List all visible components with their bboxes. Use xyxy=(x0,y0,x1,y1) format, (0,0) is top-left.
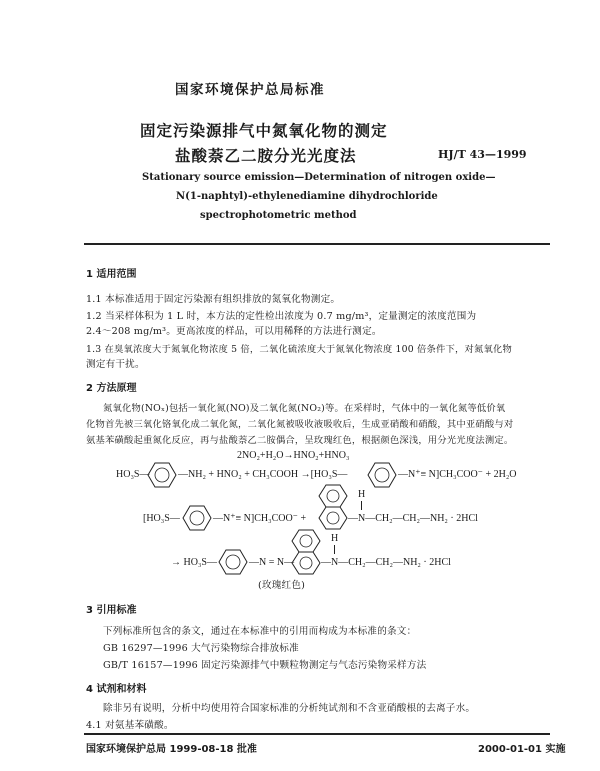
h-label: H xyxy=(358,489,366,500)
issuing-organization: 国家环境保护总局标准 xyxy=(175,82,325,98)
references-intro: 下列标准所包含的条文，通过在本标准中的引用而构成为本标准的条文： xyxy=(103,626,417,637)
h-bond xyxy=(334,545,335,554)
paragraph-1-2-line2: 2.4～208 mg/m³。更高浓度的样品，可以用稀释的方法进行测定。 xyxy=(86,326,382,337)
reference-item: GB 16297—1996 大气污染物综合排放标准 xyxy=(103,643,299,654)
paragraph-1-2-line1: 1.2 当采样体积为 1 L 时，本方法的定性检出浓度为 0.7 mg/m³，定量测定的浓度范围为 xyxy=(86,311,477,322)
section-1-heading: 1 适用范围 xyxy=(86,269,137,280)
footer-divider xyxy=(84,733,550,735)
principle-line3: 氨基苯磺酸起重氮化反应，再与盐酸萘乙二胺偶合，呈玫瑰红色，根据颜色深浅，用分光光度法测定。 xyxy=(86,435,514,446)
effective-date: 2000-01-01 实施 xyxy=(478,744,566,755)
h-label: H xyxy=(331,533,339,544)
reagent-4-1: 4.1 对氨基苯磺酸。 xyxy=(86,720,174,731)
section-4-heading: 4 试剂和材料 xyxy=(86,684,147,695)
principle-line1: 氮氧化物(NOₓ)包括一氧化氮(NO)及二氧化氮(NO₂)等。在采样时，气体中的一氧化氮等低价氧 xyxy=(103,403,506,414)
reaction2-middle: —N⁺≡ N]CH₃COO⁻ + xyxy=(213,513,307,524)
benzene-ring-icon xyxy=(218,549,248,575)
reaction1-middle: —NH₂ + HNO₂ + CH₃COOH →[HO₃S— xyxy=(178,469,348,480)
header-divider xyxy=(84,243,550,245)
reaction3-left: → HO₃S— xyxy=(171,557,217,568)
paragraph-1-1: 1.1 本标准适用于固定污染源有组织排放的氮氧化物测定。 xyxy=(86,294,341,305)
reference-item: GB/T 16157—1996 固定污染源排气中颗粒物测定与气态污染物采样方法 xyxy=(103,660,427,671)
document-title-line2: 盐酸萘乙二胺分光光度法 xyxy=(175,147,357,165)
paragraph-1-3-line2: 测定有干扰。 xyxy=(86,359,145,370)
benzene-ring-icon xyxy=(367,462,397,488)
english-title-line1: Stationary source emission—Determination of nitrogen oxide— xyxy=(142,172,496,183)
standard-code: HJ/T 43—1999 xyxy=(438,148,527,161)
approval-date: 国家环境保护总局 1999-08-18 批准 xyxy=(86,744,257,755)
english-title-line2: N(1-naphtyl)-ethylenediamine dihydrochloride xyxy=(176,191,438,202)
reaction1-right: —N⁺≡ N]CH₃COO⁻ + 2H₂O xyxy=(398,469,517,480)
paragraph-1-3-line1: 1.3 在臭氧浓度大于氮氧化物浓度 5 倍，二氧化硫浓度大于氮氧化物浓度 100 倍条件下，对氮氧化物 xyxy=(86,344,512,355)
equation-1: 2NO₂+H₂O→HNO₂+HNO₃ xyxy=(237,450,350,461)
principle-line2: 化物首先被三氧化铬氧化成二氧化氮，二氧化氮被吸收液吸收后，生成亚硝酸和硝酸，其中亚硝酸与对 xyxy=(86,419,514,430)
h-bond xyxy=(361,501,362,510)
benzene-ring-icon xyxy=(147,462,177,488)
reaction3-right: —N—CH₂—CH₂—NH₂ · 2HCl xyxy=(321,557,451,568)
benzene-ring-icon xyxy=(182,505,212,531)
reaction2-left: [HO₃S— xyxy=(143,513,180,524)
reaction3-caption: (玫瑰红色) xyxy=(258,580,306,591)
reaction1-left: HO₃S— xyxy=(116,469,150,480)
naphthalene-ring-icon xyxy=(291,529,321,575)
english-title-line3: spectrophotometric method xyxy=(200,210,357,221)
naphthalene-ring-icon xyxy=(318,484,348,530)
document-title-line1: 固定污染源排气中氮氧化物的测定 xyxy=(140,122,388,140)
section-3-heading: 3 引用标准 xyxy=(86,605,137,616)
reaction3-middle: —N = N— xyxy=(249,557,295,568)
reagents-intro: 除非另有说明，分析中均使用符合国家标准的分析纯试剂和不含亚硝酸根的去离子水。 xyxy=(103,703,476,714)
section-2-heading: 2 方法原理 xyxy=(86,383,137,394)
reaction2-right: —N—CH₂—CH₂—NH₂ · 2HCl xyxy=(348,513,478,524)
